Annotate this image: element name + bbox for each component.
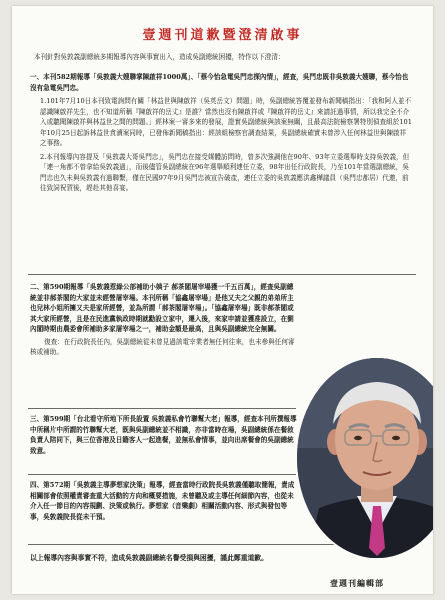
section-1-item-2: 2.本刊報導內容提及「吳敦義大哥吳門忠」，吳門忠在接受媒體訪問時，曾多次強調他在90年、93年立委選舉時支持吳敦義，但「連一角都不曾拿給吳敦義過」，而後儘管吳副總統在96年選舉順利連任立委，98年出任行政院長，乃至101年當選副總統，吳門忠也久未與吳敦義有過聯繫，僅在民國97年9月吳門忠被宣告破產，連任立委的吳敦義應洪鑫樺議員（吳門忠都居）代邀，前往致詞祝賀後，趕赴其他喜宴。 [40, 152, 410, 192]
intro-text: 本刊針對吳敦義副總統多期報導內容與事實出入，造成吳副總統困擾，特作以下澄清： [34, 53, 285, 61]
closing-statement: 以上報導內容與事實不符，造成吳敦義副總統名譽受損與困擾，謹此鄭重道歉。 [30, 554, 268, 562]
section-1-item-1: 1.101年7月10日本刊致電詢問有關「林益世與陳啟祥（吳英岳文）問題」時，吳副總統答覆並發布新聞稿指出：「我和阿人並不認識陳啟祥先生，也不知道所稱『陳啟祥的岳丈』是誰？當然也沒有陳啟祥或『陳啟祥的岳丈』來請託過事情，所以我完全不介入或聽聞陳啟祥與林益世之間的問題。」經林案一審多來的發展，證實吳副總統與該案無關，且最高法院檢察署特別偵查組於101年10月25日起訴林益世貪瀆案同時，已發佈新聞稿指出：經該組檢察官調查結果，吳副總統確實未曾涉入任何林益世與陳啟祥之事務。 [40, 97, 412, 147]
editorial-signature: 壹週刊編輯部 [330, 578, 384, 588]
section-4-heading: 四、第572期「吳敦義主導夢想家決策」報導，經查當時行政院長吳敦義僅聽取簡報，責成相關部會依照權責審查重大活動的方向和概要措施，未曾聽及或主導任何細節內容，也從未介入任一節目的內容規劃、決策或執行。夢想家（音樂劇）相關活動內容、形式與發包等事，吳敦義院長從未干預。 [30, 481, 295, 521]
section-3 [30, 414, 298, 456]
section-2-heading: 二、第590期報導「吳敦義惹綠公部補助小姨子 郝茶閣屠宰場獲一千五百萬」，經查吳副總統並非郝茶閣的大家並未經營屠宰場。本刊所稱「協鑫屠宰場」是他又夫之父親的弟弟所主也兒林小姐所擁又夫是家所經營，並為所謂「郝茶閣屠宰場」。「協鑫屠宰場」既非郝茶閣或其大家所經營，且是在民進黨執政時期就勸設立家中，遷入後，來家申請並獲准設立，在劉內閣時期由農委會所補助多家屠宰場之一，補助金額是最高，且與吳副總統完全無關。 [30, 283, 294, 333]
section-2 [30, 282, 298, 358]
apology-document [12, 6, 433, 594]
section-3-heading: 三、第599期「台北看守所地下所長設置 吳敦義私會竹聯幫大老」報導，經查本刊所撰報導中所稱片中所謂的竹聯幫大老，既與吳副總統並不相識，亦非當時在場，吳副總統係在餐敘負責人陪同下，與三位香港及日籍客人一起進餐，並無私會情事，並向出席餐會的吳副總統致意。 [30, 415, 297, 455]
portrait-illustration [297, 358, 433, 558]
divider-2 [28, 408, 296, 409]
section-2-note: 復查：在行政院長任內，吳副總統從未曾見過該電宰業者無任何往來，也未參與任何審核或補助。 [30, 337, 295, 356]
document-title: 壹週刊道歉暨澄清啟事 [142, 28, 303, 43]
section-4 [30, 480, 298, 522]
divider-3 [28, 474, 296, 475]
divider-1 [28, 274, 416, 275]
section-1 [30, 72, 412, 194]
portrait-photo [297, 358, 433, 558]
section-1-heading: 一、本刊582期報導「吳敦義大嫂聯掌陳啟祥1000萬」、「蔡今怡急電吳門忠探內情」，經查，吳門忠既非吳敦義大嫂聯，蔡今怡也沒有急電吳門忠。 [30, 73, 409, 92]
